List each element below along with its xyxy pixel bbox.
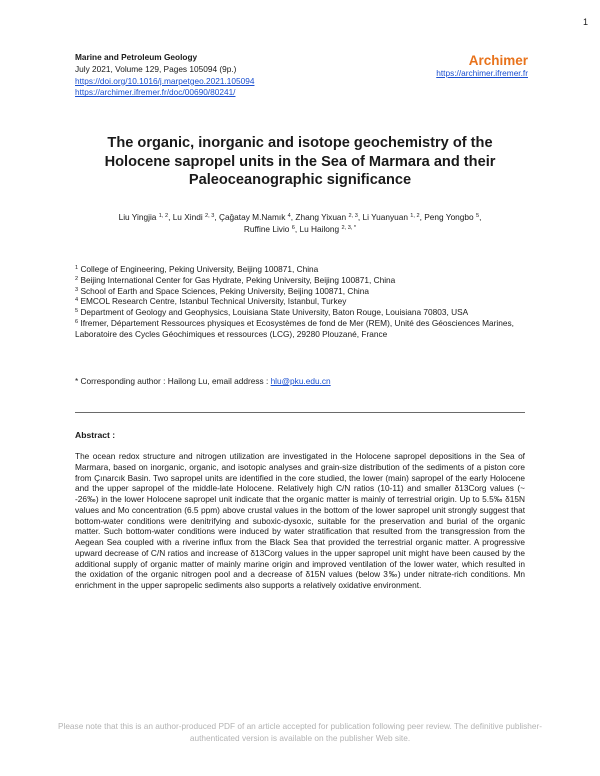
author: Ruffine Livio $^6$, [243,224,300,234]
author: Lu Hailong $^{2, 3, *}$ [299,224,357,234]
journal-name: Marine and Petroleum Geology [75,52,198,62]
archimer-header [436,53,528,79]
affiliation: $^5$ Department of Geology and Geophysics, Louisiana State University, Baton Rouge, Louisiana 70803, USA [75,307,469,318]
affiliation: $^1$ College of Engineering, Peking University, Beijing 100871, China [75,264,319,274]
author: Lu Xindi $^{2, 3}$, [172,212,219,222]
divider [75,412,525,413]
footer-disclaimer: Please note that this is an author-produced PDF of an article accepted for publication following peer review. The definitive publisher-authenticated version is available on the publisher Web site. [57,721,543,743]
author: Peng Yongbo $^5$, [424,212,482,222]
affiliation-list [75,264,525,340]
author: Çağatay M.Namık $^4$, [218,212,296,222]
email-link[interactable]: hlu@pku.edu.cn [270,376,331,386]
corresponding-label: * Corresponding author : Hailong Lu, email address : [75,376,271,386]
author-list [80,211,520,235]
archimer-logo: Archimer [468,53,528,68]
affiliation: $^2$ Beijing International Center for Gas Hydrate, Peking University, Beijing 100871, China [75,274,396,285]
doi-link[interactable]: https://doi.org/10.1016/j.marpetgeo.2021.105094 [75,75,255,86]
archive-link[interactable]: https://archimer.ifremer.fr/doc/00690/80241/ [75,87,236,98]
journal-issue: July 2021, Volume 129, Pages 105094 (9p.) [75,63,237,74]
author: Li Yuanyuan $^{1, 2}$, [362,212,425,222]
author: Zhang Yixuan $^{2, 3}$, [295,212,363,222]
page-number: 1 [582,17,588,27]
author: Liu Yingjia $^{1, 2}$, [118,212,173,222]
paper-title: The organic, inorganic and isotope geochemistry of the Holocene sapropel units in the Sea of Marmara and their Paleoceanographic significance [104,135,496,189]
abstract-body: The ocean redox structure and nitrogen utilization are investigated in the Holocene sapropel depositions in the Sea of Marmara, based on inorganic, organic, and isotopic analyses and grain-size distribution of the sediments of a piston core from Çınarcık Basin. Two sapropel units are identified in the core studied, the lower (main) sapropel of the early Holocene and the upper sapropel of the middle-late Holocene. Relatively high C/N ratios (10-11) and smaller δ13Corg values (~ -26‰) in the lower Holocene sapropel unit indicate that the organic matter is mainly of terrestrial origin. Up to 5.5‰ δ15N values and Mo concentration (6.5 ppm) above crustal values in the bottom of the lower sapropel unit strongly suggest that bottom-water conditions were denitrifying and suboxic-dysoxic, suitable for the preservation and burial of the organic matter. Such bottom-water conditions were induced by water stratification that resulted from the transgression from the Aegean Sea coupled with a riverine influx from the Black Sea that provided the terrestrial organic matter. A progressive upward decrease of C/N ratios and increase of δ13Corg values in the upper sapropel unit might have been caused by the additional supply of organic matter of mainly marine origin and improved ventilation of the lower water, which resulted in the oxidation of the organic nitrogen pool and a decrease of δ15N values (below 3‰) under nitrate-rich conditions. Mn enrichment in the upper sapropelic sediments also supports a relatively oxidative environment. [75,451,525,590]
affiliation: $^3$ School of Earth and Space Sciences, Peking University, Beijing 100871, China [75,285,370,296]
abstract-heading: Abstract : [75,430,116,440]
affiliation: $^4$ EMCOL Research Centre, Istanbul Technical University, Istanbul, Turkey [75,296,347,307]
affiliation: $^6$ Ifremer, Département Ressources physiques et Ecosystèmes de fond de Mer (REM), Unité des Géosciences Marines, Laboratoire des Cycles Géochimiques et ressources (LCG), 29280 Plouzané, France [75,317,514,339]
corresponding-author [75,376,331,387]
archimer-link[interactable]: https://archimer.ifremer.fr [436,68,528,78]
journal-info [75,52,254,99]
